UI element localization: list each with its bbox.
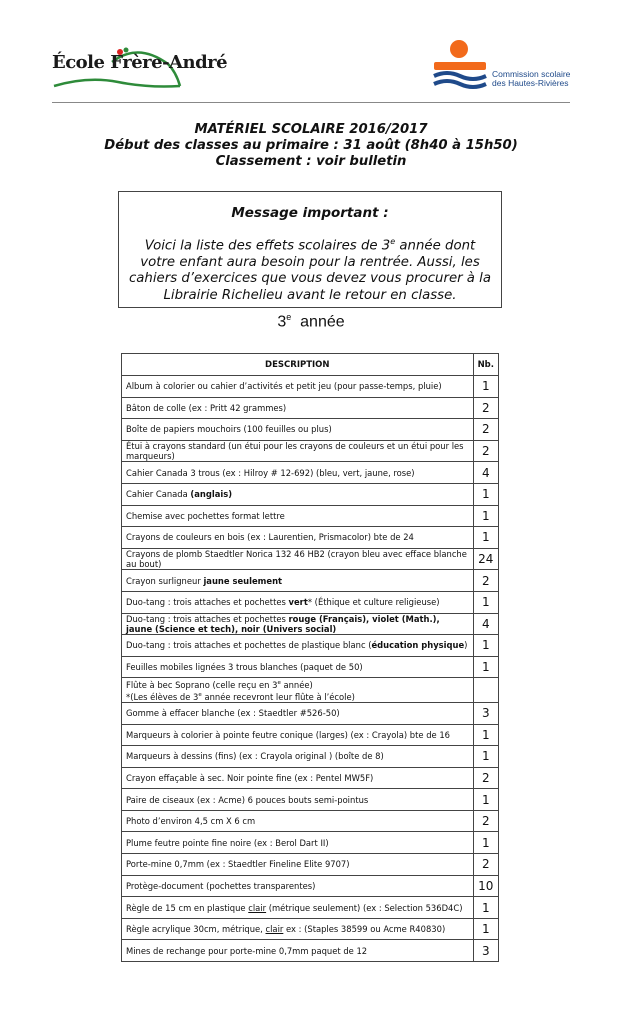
item-description: Feuilles mobiles lignées 3 trous blanches (paquet de 50) <box>122 656 474 678</box>
table-row <box>122 940 499 962</box>
table-row <box>122 897 499 919</box>
item-quantity: 1 <box>473 656 498 678</box>
table-row <box>122 462 499 484</box>
item-description: Crayon surligneur jaune seulement <box>122 570 474 592</box>
table-row <box>122 724 499 746</box>
item-quantity: 1 <box>473 483 498 505</box>
title-line-2: Début des classes au primaire : 31 août (8h40 à 15h50) <box>104 138 518 153</box>
item-quantity: 1 <box>473 505 498 527</box>
item-quantity: 2 <box>473 570 498 592</box>
item-quantity: 2 <box>473 419 498 441</box>
item-description: Gomme à effacer blanche (ex : Staedtler #526-50) <box>122 702 474 724</box>
item-description: Règle de 15 cm en plastique clair (métrique seulement) (ex : Selection 536D4C) <box>122 897 474 919</box>
item-quantity: 1 <box>473 789 498 811</box>
item-quantity: 2 <box>473 810 498 832</box>
school-name: École Frère-André <box>52 52 228 73</box>
item-description: Paire de ciseaux (ex : Acme) 6 pouces bouts semi-pointus <box>122 789 474 811</box>
item-description: Album à colorier ou cahier d’activités et petit jeu (pour passe-temps, pluie) <box>122 376 474 398</box>
table-row <box>122 810 499 832</box>
item-description: Règle acrylique 30cm, métrique, clair ex : (Staples 38599 ou Acme R40830) <box>122 918 474 940</box>
table-row <box>122 702 499 724</box>
table-row <box>122 570 499 592</box>
table-row <box>122 678 499 703</box>
item-quantity: 3 <box>473 702 498 724</box>
item-quantity: 2 <box>473 440 498 462</box>
table-row <box>122 832 499 854</box>
table-row <box>122 591 499 613</box>
table-row <box>122 613 499 635</box>
item-quantity: 1 <box>473 897 498 919</box>
item-description: Porte-mine 0,7mm (ex : Staedtler Fineline Elite 9707) <box>122 854 474 876</box>
item-quantity: 4 <box>473 462 498 484</box>
supplies-table <box>121 353 499 962</box>
important-message-box <box>118 191 502 308</box>
title-line-1: MATÉRIEL SCOLAIRE 2016/2017 <box>194 122 428 137</box>
item-description: Chemise avec pochettes format lettre <box>122 505 474 527</box>
item-quantity: 24 <box>473 548 498 570</box>
item-description: Cahier Canada 3 trous (ex : Hilroy # 12-692) (bleu, vert, jaune, rose) <box>122 462 474 484</box>
grade-superscript: e <box>286 312 292 322</box>
message-body-start: Voici la liste des effets scolaires de 3 <box>144 238 391 254</box>
item-description: Plume feutre pointe fine noire (ex : Berol Dart II) <box>122 832 474 854</box>
item-quantity: 1 <box>473 635 498 657</box>
item-description: Cahier Canada (anglais) <box>122 483 474 505</box>
item-description: Duo-tang : trois attaches et pochettes vert* (Éthique et culture religieuse) <box>122 591 474 613</box>
item-quantity <box>473 678 498 703</box>
item-quantity: 1 <box>473 724 498 746</box>
title-line-3: Classement : voir bulletin <box>215 154 407 169</box>
table-row <box>122 918 499 940</box>
item-description: Bâton de colle (ex : Pritt 42 grammes) <box>122 397 474 419</box>
table-row <box>122 440 499 462</box>
item-quantity: 1 <box>473 591 498 613</box>
table-row <box>122 548 499 570</box>
item-description: Marqueurs à colorier à pointe feutre conique (larges) (ex : Crayola) bte de 16 <box>122 724 474 746</box>
quantity-column-header: Nb. <box>473 354 498 376</box>
table-row <box>122 854 499 876</box>
table-row <box>122 746 499 768</box>
table-row <box>122 789 499 811</box>
message-title: Message important : <box>231 205 389 221</box>
item-description: Étui à crayons standard (un étui pour les crayons de couleurs et un étui pour les marqueurs) <box>122 440 474 462</box>
item-quantity: 1 <box>473 746 498 768</box>
item-quantity: 1 <box>473 832 498 854</box>
header-divider <box>52 102 570 103</box>
table-row <box>122 483 499 505</box>
table-header-row <box>122 354 499 376</box>
table-row <box>122 767 499 789</box>
table-row <box>122 376 499 398</box>
table-row <box>122 505 499 527</box>
item-description: Duo-tang : trois attaches et pochettes de plastique blanc (éducation physique) <box>122 635 474 657</box>
item-quantity: 1 <box>473 376 498 398</box>
item-quantity: 2 <box>473 397 498 419</box>
message-body-end: année dont votre enfant aura besoin pour la rentrée. Aussi, les cahiers d’exercices que vous devez vous procurer à la Librairie Richelieu avant le retour en classe. <box>128 238 492 303</box>
table-row <box>122 875 499 897</box>
table-body <box>122 376 499 962</box>
item-description: Flûte à bec Soprano (celle reçu en 3e année) *(Les élèves de 3e année recevront leur flûte à l’école) <box>122 678 474 703</box>
grade-number: 3 <box>277 313 287 331</box>
table-row <box>122 527 499 549</box>
item-description: Photo d’environ 4,5 cm X 6 cm <box>122 810 474 832</box>
item-quantity: 3 <box>473 940 498 962</box>
grade-label <box>0 312 622 331</box>
item-description: Marqueurs à dessins (fins) (ex : Crayola original ) (boîte de 8) <box>122 746 474 768</box>
item-description: Crayon effaçable à sec. Noir pointe fine (ex : Pentel MW5F) <box>122 767 474 789</box>
item-description: Boîte de papiers mouchoirs (100 feuilles ou plus) <box>122 419 474 441</box>
description-column-header: DESCRIPTION <box>122 354 474 376</box>
table-row <box>122 656 499 678</box>
item-quantity: 1 <box>473 918 498 940</box>
item-quantity: 10 <box>473 875 498 897</box>
document-heading <box>0 122 622 170</box>
item-quantity: 2 <box>473 767 498 789</box>
table-row <box>122 397 499 419</box>
item-description: Crayons de plomb Staedtler Norica 132 46 HB2 (crayon bleu avec efface blanche au bout) <box>122 548 474 570</box>
item-description: Mines de rechange pour porte-mine 0,7mm paquet de 12 <box>122 940 474 962</box>
item-quantity: 4 <box>473 613 498 635</box>
message-body <box>127 234 493 304</box>
message-body-superscript: e <box>390 237 396 246</box>
item-description: Protège-document (pochettes transparentes) <box>122 875 474 897</box>
table-row <box>122 419 499 441</box>
school-board-name: Commission scolaire des Hautes-Rivières <box>492 69 571 88</box>
item-quantity: 2 <box>473 854 498 876</box>
grade-word: année <box>300 313 345 331</box>
item-description: Crayons de couleurs en bois (ex : Laurentien, Prismacolor) bte de 24 <box>122 527 474 549</box>
item-description: Duo-tang : trois attaches et pochettes rouge (Français), violet (Math.), jaune (Science et tech), noir (Univers social) <box>122 613 474 635</box>
table-row <box>122 635 499 657</box>
item-quantity: 1 <box>473 527 498 549</box>
